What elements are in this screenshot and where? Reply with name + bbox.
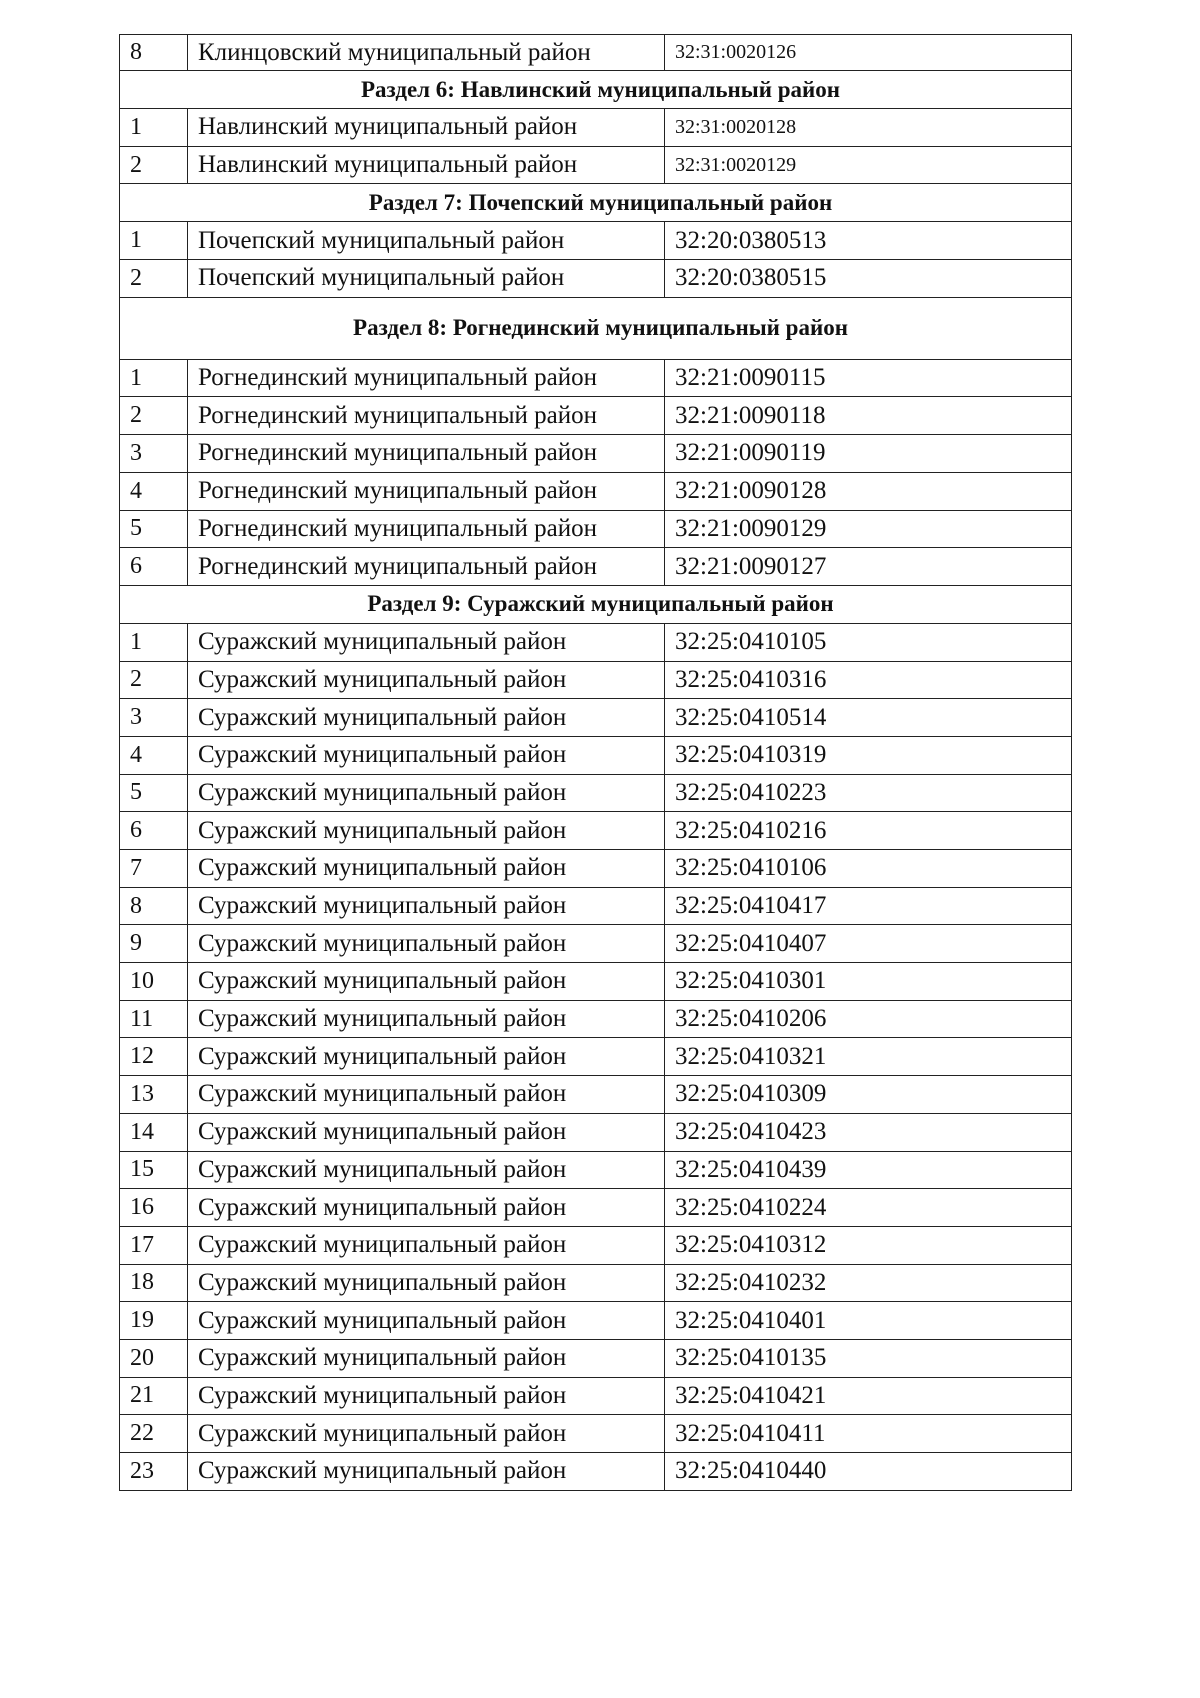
row-number: 4 bbox=[120, 736, 188, 774]
cadastral-number: 32:31:0020129 bbox=[665, 146, 1072, 184]
row-number: 1 bbox=[120, 359, 188, 397]
section-header-row bbox=[120, 297, 1072, 359]
table-row bbox=[120, 850, 1072, 888]
cadastral-number: 32:25:0410105 bbox=[665, 623, 1072, 661]
cadastral-number: 32:25:0410439 bbox=[665, 1151, 1072, 1189]
table-row bbox=[120, 1339, 1072, 1377]
row-number: 17 bbox=[120, 1226, 188, 1264]
table-row bbox=[120, 435, 1072, 473]
table-row bbox=[120, 146, 1072, 184]
table-row bbox=[120, 222, 1072, 260]
cadastral-number: 32:25:0410440 bbox=[665, 1453, 1072, 1491]
cadastral-number: 32:25:0410224 bbox=[665, 1189, 1072, 1227]
row-number: 2 bbox=[120, 146, 188, 184]
section-title: Раздел 6: Навлинский муниципальный район bbox=[120, 71, 1072, 109]
row-number: 8 bbox=[120, 35, 188, 71]
row-number: 2 bbox=[120, 260, 188, 298]
table-row bbox=[120, 397, 1072, 435]
row-number: 23 bbox=[120, 1453, 188, 1491]
district-name: Рогнединский муниципальный район bbox=[188, 510, 665, 548]
table-row bbox=[120, 1453, 1072, 1491]
district-name: Навлинский муниципальный район bbox=[188, 109, 665, 147]
district-name: Рогнединский муниципальный район bbox=[188, 548, 665, 586]
district-name: Суражский муниципальный район bbox=[188, 1189, 665, 1227]
cadastral-number: 32:25:0410319 bbox=[665, 736, 1072, 774]
district-name: Клинцовский муниципальный район bbox=[188, 35, 665, 71]
table-row bbox=[120, 925, 1072, 963]
cadastral-number: 32:25:0410223 bbox=[665, 774, 1072, 812]
row-number: 5 bbox=[120, 510, 188, 548]
table-row bbox=[120, 1038, 1072, 1076]
district-name: Суражский муниципальный район bbox=[188, 736, 665, 774]
table-row bbox=[120, 359, 1072, 397]
cadastral-table bbox=[119, 34, 1072, 1491]
district-name: Суражский муниципальный район bbox=[188, 1302, 665, 1340]
district-name: Рогнединский муниципальный район bbox=[188, 397, 665, 435]
table-row bbox=[120, 510, 1072, 548]
table-row bbox=[120, 1264, 1072, 1302]
cadastral-number: 32:21:0090129 bbox=[665, 510, 1072, 548]
district-name: Навлинский муниципальный район bbox=[188, 146, 665, 184]
row-number: 16 bbox=[120, 1189, 188, 1227]
row-number: 14 bbox=[120, 1113, 188, 1151]
table-row bbox=[120, 963, 1072, 1001]
table-row bbox=[120, 774, 1072, 812]
cadastral-number: 32:25:0410301 bbox=[665, 963, 1072, 1001]
row-number: 20 bbox=[120, 1339, 188, 1377]
table-row bbox=[120, 623, 1072, 661]
row-number: 3 bbox=[120, 699, 188, 737]
row-number: 1 bbox=[120, 109, 188, 147]
row-number: 22 bbox=[120, 1415, 188, 1453]
cadastral-number: 32:31:0020128 bbox=[665, 109, 1072, 147]
cadastral-number: 32:25:0410411 bbox=[665, 1415, 1072, 1453]
table-row bbox=[120, 1302, 1072, 1340]
district-name: Суражский муниципальный район bbox=[188, 774, 665, 812]
cadastral-number: 32:25:0410316 bbox=[665, 661, 1072, 699]
cadastral-number: 32:31:0020126 bbox=[665, 35, 1072, 71]
cadastral-number: 32:21:0090128 bbox=[665, 472, 1072, 510]
section-header-row bbox=[120, 585, 1072, 623]
row-number: 8 bbox=[120, 887, 188, 925]
row-number: 2 bbox=[120, 661, 188, 699]
section-header-row bbox=[120, 184, 1072, 222]
district-name: Суражский муниципальный район bbox=[188, 661, 665, 699]
table-row bbox=[120, 109, 1072, 147]
district-name: Суражский муниципальный район bbox=[188, 1339, 665, 1377]
cadastral-number: 32:25:0410401 bbox=[665, 1302, 1072, 1340]
cadastral-number: 32:25:0410423 bbox=[665, 1113, 1072, 1151]
row-number: 6 bbox=[120, 812, 188, 850]
district-name: Суражский муниципальный район bbox=[188, 623, 665, 661]
district-name: Суражский муниципальный район bbox=[188, 1226, 665, 1264]
district-name: Суражский муниципальный район bbox=[188, 887, 665, 925]
cadastral-number: 32:21:0090127 bbox=[665, 548, 1072, 586]
table-row bbox=[120, 1113, 1072, 1151]
row-number: 18 bbox=[120, 1264, 188, 1302]
cadastral-number: 32:21:0090115 bbox=[665, 359, 1072, 397]
district-name: Суражский муниципальный район bbox=[188, 963, 665, 1001]
district-name: Суражский муниципальный район bbox=[188, 1264, 665, 1302]
cadastral-number: 32:25:0410106 bbox=[665, 850, 1072, 888]
row-number: 12 bbox=[120, 1038, 188, 1076]
cadastral-number: 32:21:0090119 bbox=[665, 435, 1072, 473]
table-row bbox=[120, 1151, 1072, 1189]
table-row bbox=[120, 661, 1072, 699]
cadastral-number: 32:25:0410312 bbox=[665, 1226, 1072, 1264]
section-title: Раздел 9: Суражский муниципальный район bbox=[120, 585, 1072, 623]
table-row bbox=[120, 736, 1072, 774]
district-name: Суражский муниципальный район bbox=[188, 699, 665, 737]
row-number: 11 bbox=[120, 1000, 188, 1038]
table-row bbox=[120, 548, 1072, 586]
district-name: Почепский муниципальный район bbox=[188, 260, 665, 298]
district-name: Рогнединский муниципальный район bbox=[188, 472, 665, 510]
district-name: Суражский муниципальный район bbox=[188, 1453, 665, 1491]
district-name: Суражский муниципальный район bbox=[188, 1151, 665, 1189]
cadastral-number: 32:25:0410309 bbox=[665, 1076, 1072, 1114]
row-number: 19 bbox=[120, 1302, 188, 1340]
row-number: 21 bbox=[120, 1377, 188, 1415]
row-number: 7 bbox=[120, 850, 188, 888]
cadastral-number: 32:25:0410206 bbox=[665, 1000, 1072, 1038]
table-row bbox=[120, 1189, 1072, 1227]
district-name: Суражский муниципальный район bbox=[188, 1038, 665, 1076]
row-number: 2 bbox=[120, 397, 188, 435]
row-number: 10 bbox=[120, 963, 188, 1001]
district-name: Суражский муниципальный район bbox=[188, 925, 665, 963]
section-title: Раздел 7: Почепский муниципальный район bbox=[120, 184, 1072, 222]
row-number: 1 bbox=[120, 222, 188, 260]
table-row bbox=[120, 1415, 1072, 1453]
district-name: Суражский муниципальный район bbox=[188, 1000, 665, 1038]
row-number: 13 bbox=[120, 1076, 188, 1114]
row-number: 3 bbox=[120, 435, 188, 473]
cadastral-number: 32:25:0410135 bbox=[665, 1339, 1072, 1377]
district-name: Рогнединский муниципальный район bbox=[188, 359, 665, 397]
district-name: Суражский муниципальный район bbox=[188, 1415, 665, 1453]
district-name: Суражский муниципальный район bbox=[188, 1377, 665, 1415]
row-number: 6 bbox=[120, 548, 188, 586]
cadastral-number: 32:25:0410514 bbox=[665, 699, 1072, 737]
table-row bbox=[120, 887, 1072, 925]
row-number: 1 bbox=[120, 623, 188, 661]
table-row bbox=[120, 812, 1072, 850]
table-row bbox=[120, 35, 1072, 71]
table-body bbox=[120, 35, 1072, 1491]
section-title: Раздел 8: Рогнединский муниципальный район bbox=[120, 297, 1072, 359]
cadastral-number: 32:25:0410232 bbox=[665, 1264, 1072, 1302]
cadastral-number: 32:25:0410407 bbox=[665, 925, 1072, 963]
table-row bbox=[120, 472, 1072, 510]
cadastral-number: 32:25:0410421 bbox=[665, 1377, 1072, 1415]
table-row bbox=[120, 1076, 1072, 1114]
cadastral-number: 32:20:0380515 bbox=[665, 260, 1072, 298]
row-number: 9 bbox=[120, 925, 188, 963]
district-name: Почепский муниципальный район bbox=[188, 222, 665, 260]
district-name: Суражский муниципальный район bbox=[188, 1076, 665, 1114]
cadastral-number: 32:20:0380513 bbox=[665, 222, 1072, 260]
table-row bbox=[120, 699, 1072, 737]
cadastral-number: 32:25:0410321 bbox=[665, 1038, 1072, 1076]
district-name: Суражский муниципальный район bbox=[188, 850, 665, 888]
row-number: 5 bbox=[120, 774, 188, 812]
row-number: 4 bbox=[120, 472, 188, 510]
section-header-row bbox=[120, 71, 1072, 109]
table-row bbox=[120, 1000, 1072, 1038]
cadastral-number: 32:25:0410417 bbox=[665, 887, 1072, 925]
district-name: Рогнединский муниципальный район bbox=[188, 435, 665, 473]
cadastral-number: 32:21:0090118 bbox=[665, 397, 1072, 435]
table-row bbox=[120, 260, 1072, 298]
cadastral-number: 32:25:0410216 bbox=[665, 812, 1072, 850]
table-row bbox=[120, 1377, 1072, 1415]
district-name: Суражский муниципальный район bbox=[188, 1113, 665, 1151]
table-row bbox=[120, 1226, 1072, 1264]
row-number: 15 bbox=[120, 1151, 188, 1189]
district-name: Суражский муниципальный район bbox=[188, 812, 665, 850]
